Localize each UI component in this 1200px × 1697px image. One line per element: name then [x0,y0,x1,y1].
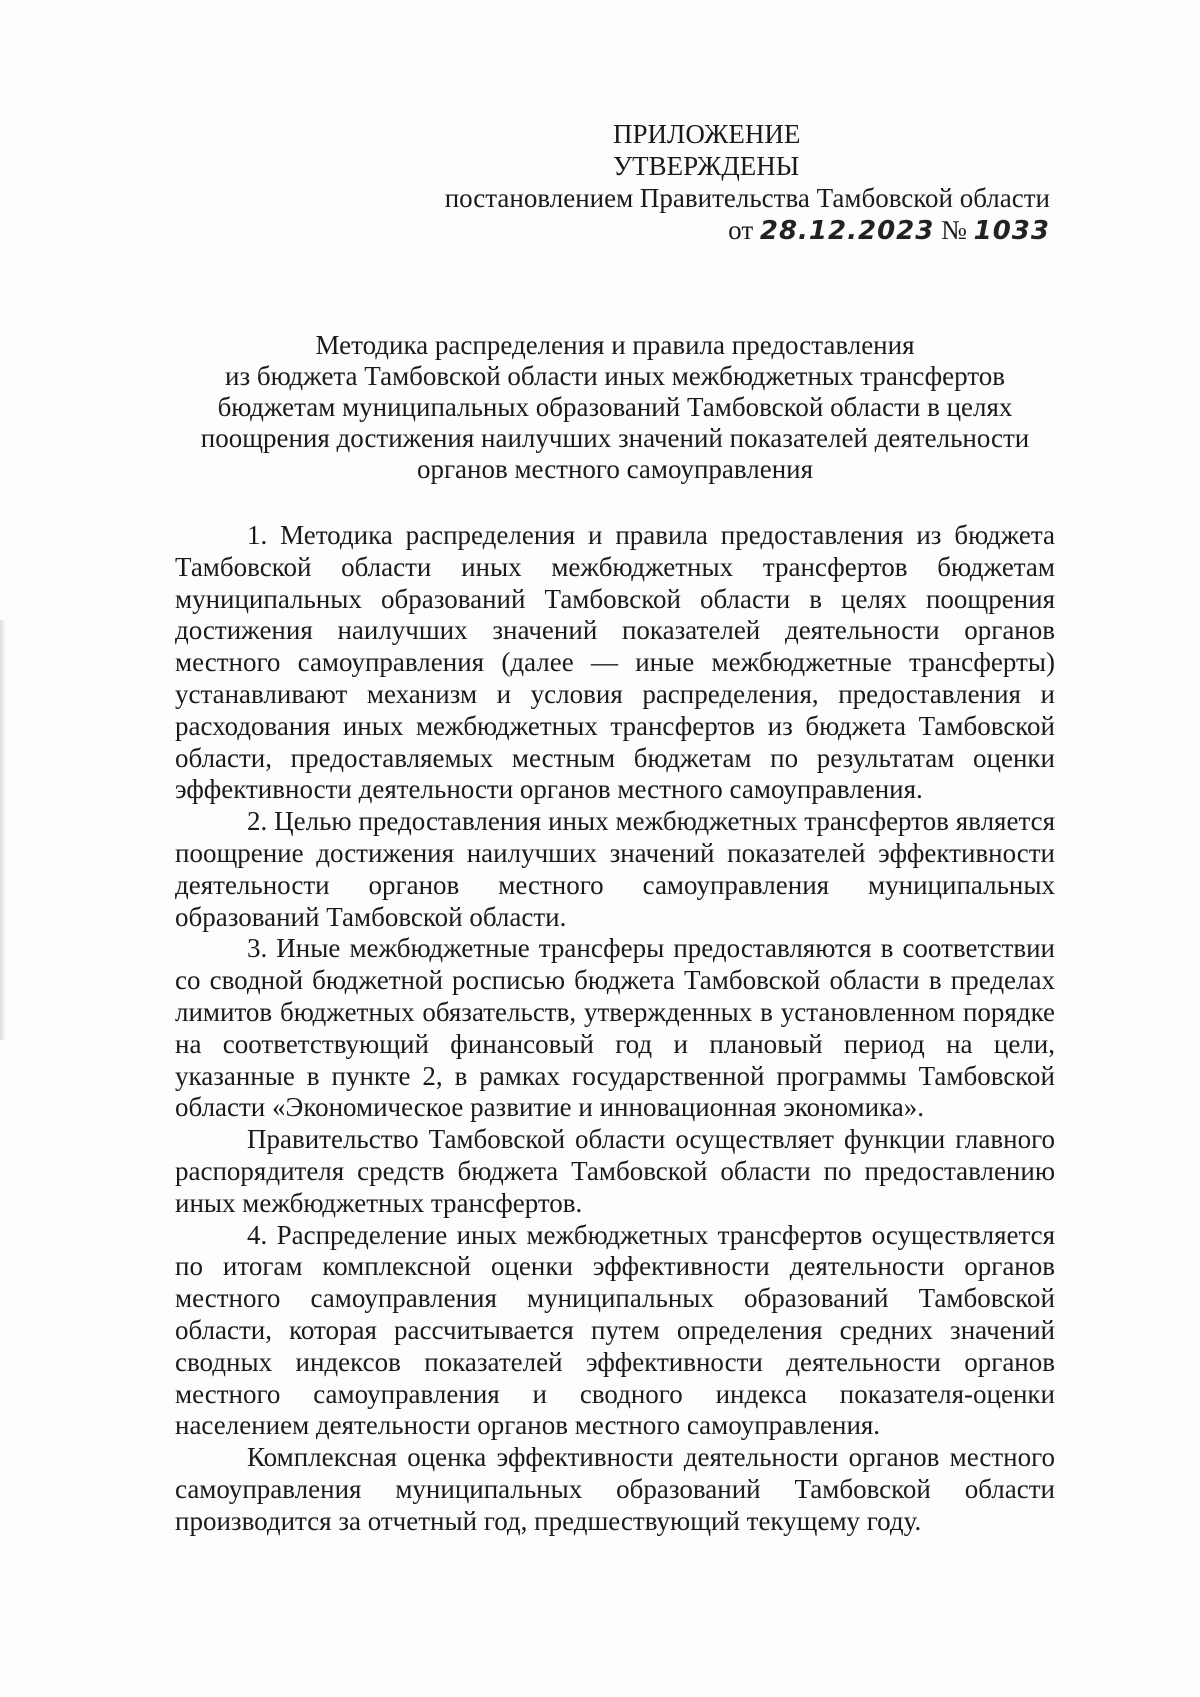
handwritten-date: 28.12.2023 [759,216,935,246]
title-line: Методика распределения и правила предоставления [315,330,915,360]
handwritten-number: 1033 [973,216,1050,246]
document-title [175,330,1055,485]
title-line: органов местного самоуправления [416,454,814,484]
title-line: бюджетам муниципальных образований Тамбовской области в целях [217,392,1013,422]
decree-line: постановлением Правительства Тамбовской области [444,183,1050,213]
paragraph: 2. Целью предоставления иных межбюджетных трансфертов является поощрение достижения наилучших значений показателей эффективности деятельности органов местного самоуправления муниципальных образований Тамбовской области. [175,806,1055,932]
approved-label: УТВЕРЖДЕНЫ [613,151,800,181]
paragraph: 3. Иные межбюджетные трансферы предоставляются в соответствии со сводной бюджетной росписью бюджета Тамбовской области в пределах лимитов бюджетных обязательств, утвержденных в установленном порядке на соответствующий финансовый год и плановый период на цели, указанные в пункте 2, в рамках государственной программы Тамбовской области «Экономическое развитие и инновационная экономика». [175,933,1055,1123]
title-line: из бюджета Тамбовской области иных межбюджетных трансфертов [225,361,1005,391]
paragraph: Комплексная оценка эффективности деятельности органов местного самоуправления муниципальных образований Тамбовской области производится за отчетный год, предшествующий текущему году. [175,1442,1055,1536]
date-number-line [410,214,1050,247]
appendix-label: ПРИЛОЖЕНИЕ [613,119,801,149]
document-body [175,520,1055,1538]
date-prefix: от [728,215,754,245]
paragraph: Правительство Тамбовской области осуществляет функции главного распорядителя средств бюджета Тамбовской области по предоставлению иных межбюджетных трансфертов. [175,1124,1055,1218]
number-sign: № [941,215,967,245]
scan-edge-shadow [0,620,6,1040]
title-line: поощрения достижения наилучших значений показателей деятельности [200,423,1030,453]
paragraph: 4. Распределение иных межбюджетных трансфертов осуществляется по итогам комплексной оценки эффективности деятельности органов местного самоуправления муниципальных образований Тамбовской области, которая рассчитывается путем определения средних значений сводных индексов показателей эффективности деятельности органов местного самоуправления и сводного индекса показателя-оценки населением деятельности органов местного самоуправления. [175,1219,1055,1441]
approval-header [410,118,1050,247]
paragraph: 1. Методика распределения и правила предоставления из бюджета Тамбовской области иных межбюджетных трансфертов бюджетам муниципальных образований Тамбовской области в целях поощрения достижения наилучших значений показателей деятельности органов местного самоуправления (далее — иные межбюджетные трансферты) устанавливают механизм и условия распределения, предоставления и расходования иных межбюджетных трансфертов из бюджета Тамбовской области, предоставляемых местным бюджетам по результатам оценки эффективности деятельности органов местного самоуправления. [175,520,1055,805]
